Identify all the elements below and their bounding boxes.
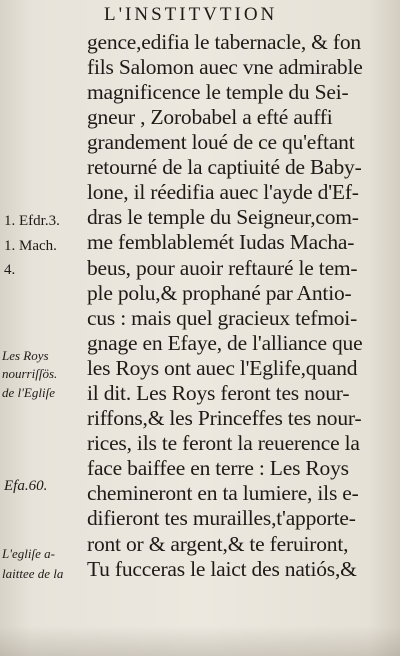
margin-note-line: nourriſſös. [2,366,58,381]
running-head: L'INSTITVTION [104,4,278,25]
body-line: rices, ils te feront la reuerence la [87,431,360,455]
body-line: face baiffee en terre : Les Roys [87,456,349,480]
margin-ref-machabees-chapter: 4. [4,262,16,278]
body-line: dras le temple du Seigneur,com- [87,205,359,229]
body-line: ront or & argent,& te feruiront, [87,532,349,556]
body-line: ple polu,& prophané par Antio- [87,281,352,305]
margin-ref-machabees: 1. Mach. [4,238,57,254]
margin-note-line: Les Roys [2,348,49,363]
body-line: beus, pour auoir reftauré le tem- [87,256,358,280]
body-line: me femblablemét Iudas Macha- [87,230,355,254]
body-line: retourné de la captiuité de Baby- [87,155,362,179]
margin-note-line: de l'Egliſe [2,385,55,400]
margin-note-line: L'egliſe a- [2,546,55,561]
body-line: riffons,& les Princeffes tes nour- [87,406,362,430]
body-line: il dit. Les Roys feront tes nour- [87,381,350,405]
margin-ref-esaie: Efa.60. [4,478,48,494]
body-line: gence,edifia le tabernacle, & fon [87,30,361,54]
body-line: lone, il réedifia auec l'ayde d'Ef- [87,180,359,204]
page-bottom-shadow [0,626,400,656]
body-line: gneur , Zorobabel a efté auffi [87,105,333,129]
body-line: fils Salomon auec vne admirable [87,55,363,79]
body-line: gnage en Efaye, de l'alliance que [87,331,363,355]
margin-note-line: laittee de la [2,566,64,581]
body-line: les Roys ont auec l'Eglife,quand [87,356,358,380]
body-line: grandement loué de ce qu'eftant [87,130,355,154]
body-line: cus : mais quel gracieux tefmoi- [87,306,358,330]
body-line: magnificence le temple du Sei- [87,80,349,104]
body-line: chemineront en ta lumiere, ils e- [87,481,359,505]
body-line: difieront tes murailles,t'apporte- [87,506,356,530]
body-line: Tu fucceras le laict des natiós,& [87,557,357,581]
margin-ref-esdras: 1. Efdr.3. [4,213,60,229]
